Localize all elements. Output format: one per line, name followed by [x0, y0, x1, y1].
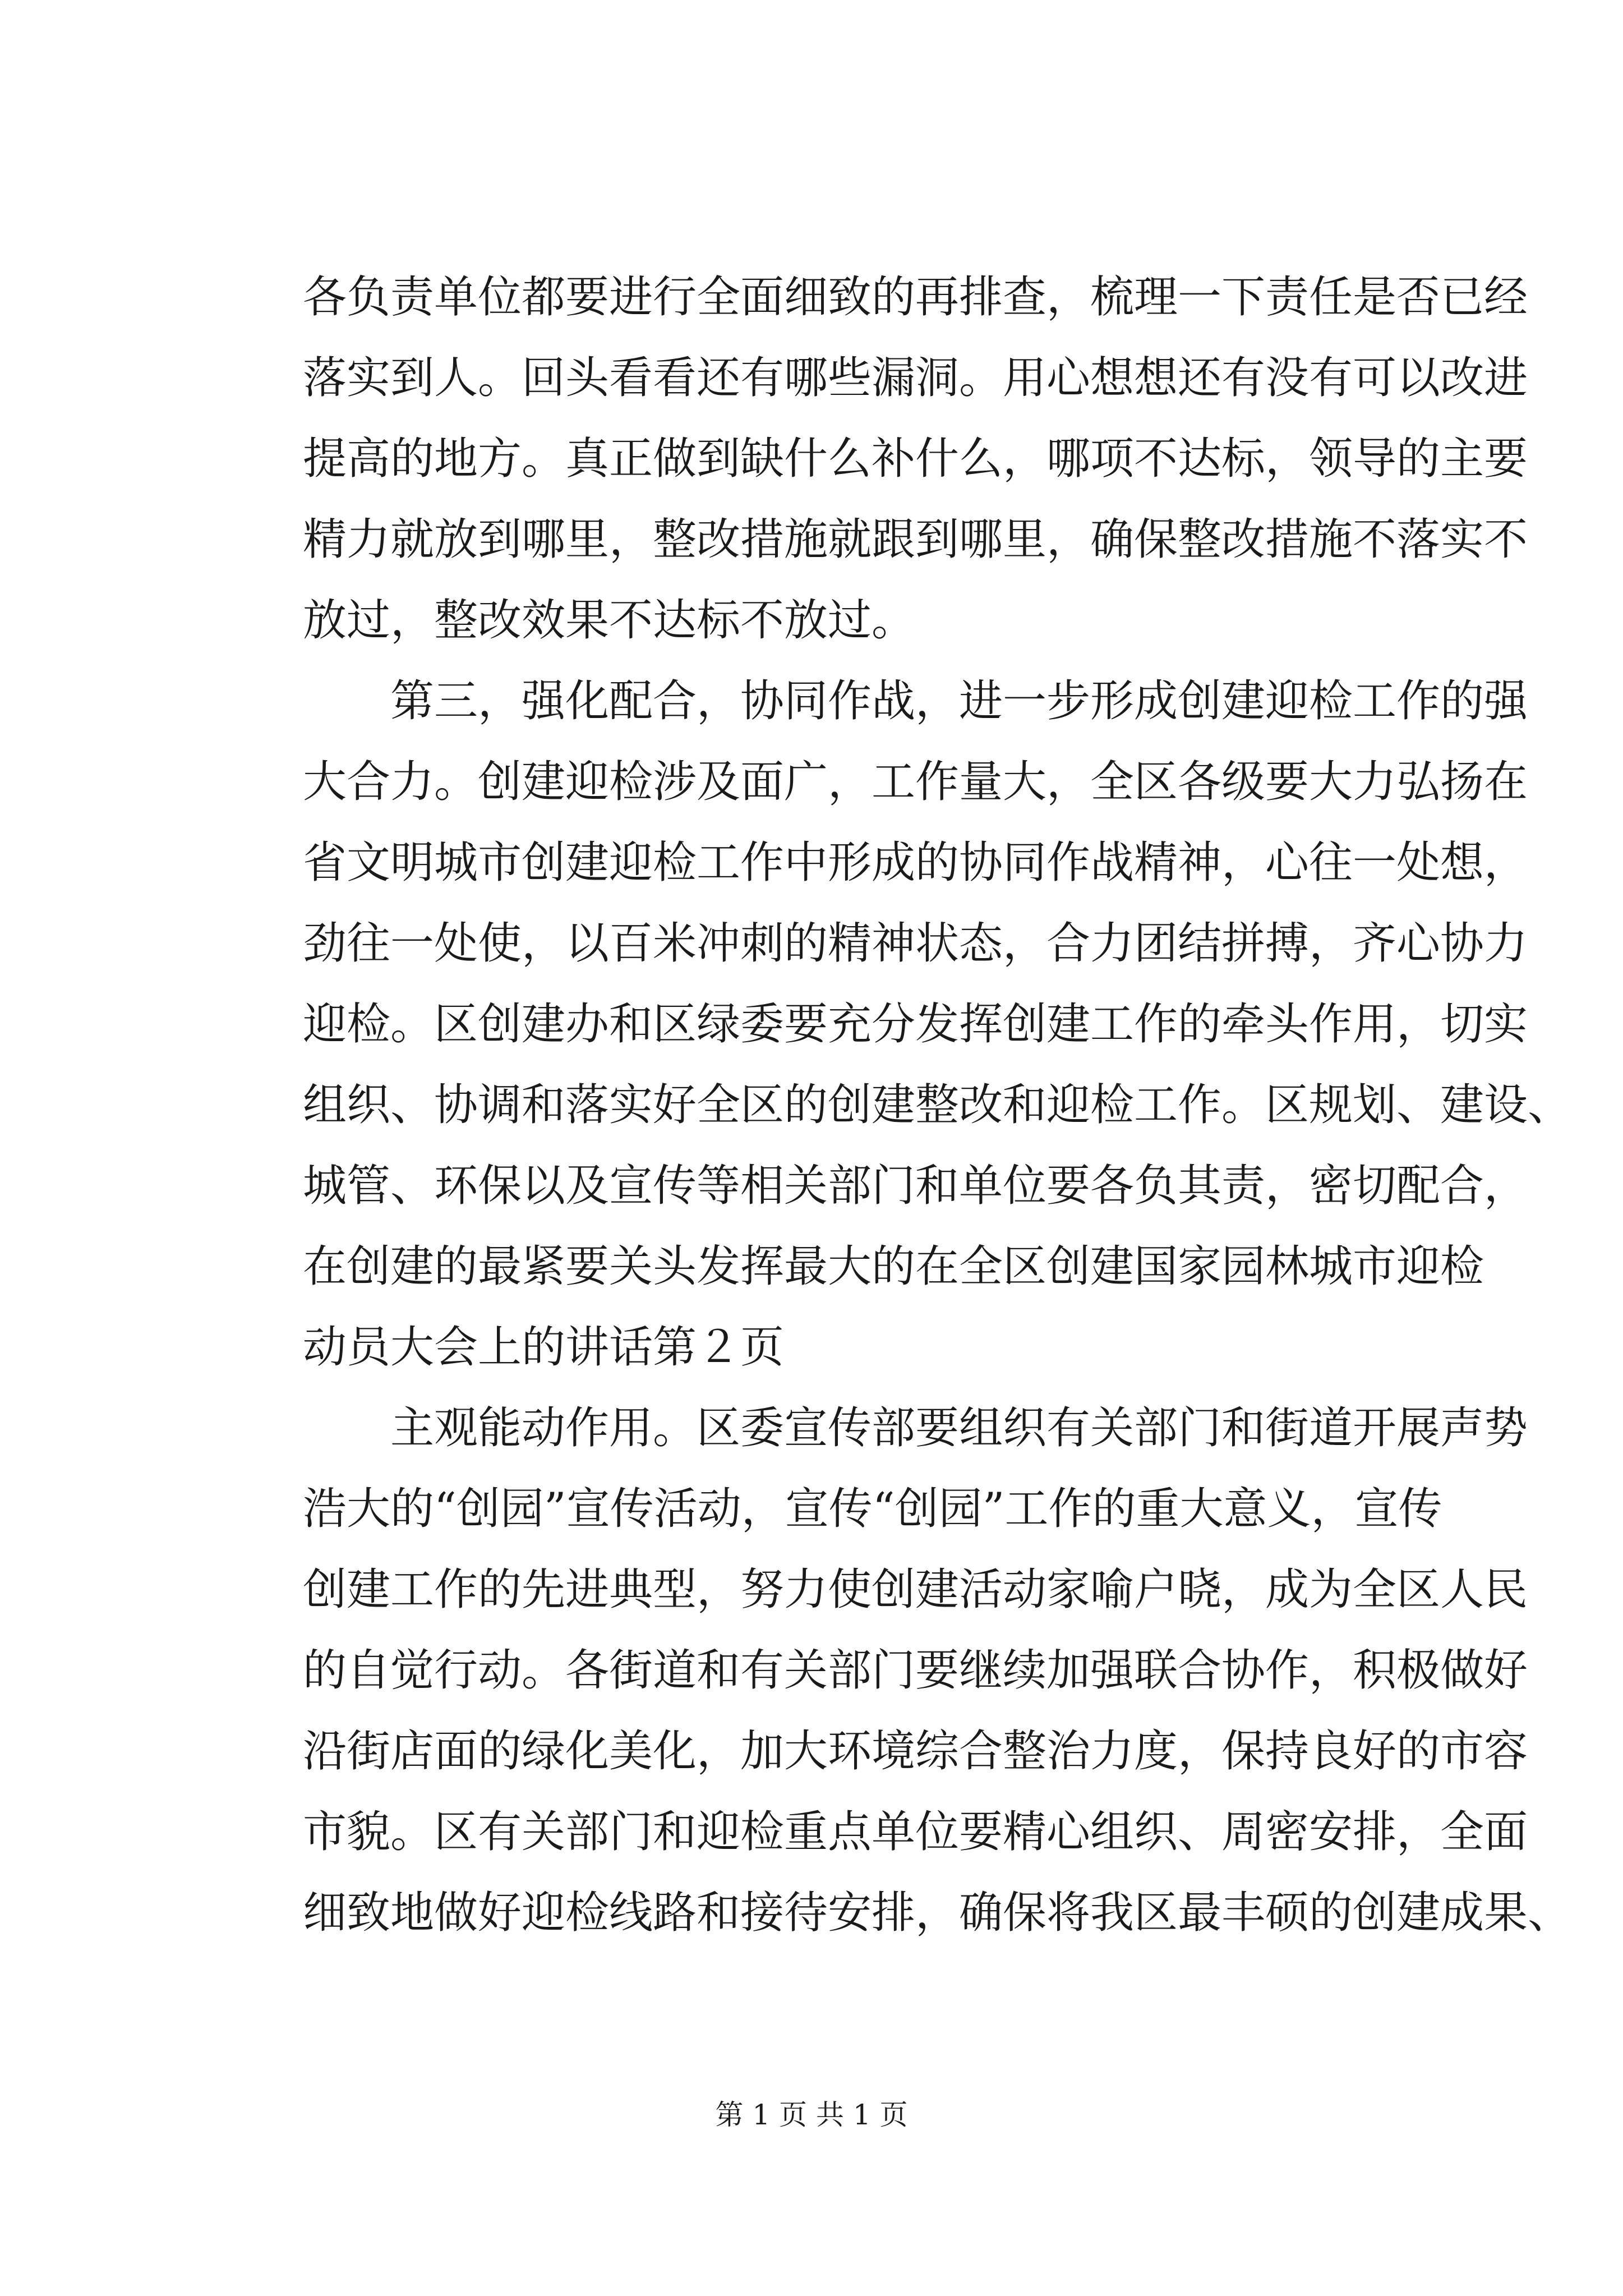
text-line: 在创建的最紧要关头发挥最大的在全区创建国家园林城市迎检 [303, 1241, 1484, 1292]
text-line: 主观能动作用。区委宣传部要组织有关部门和街道开展声势 [303, 1403, 1528, 1453]
document-body [303, 257, 1572, 1953]
text-line: 提高的地方。真正做到缺什么补什么，哪项不达标，领导的主要 [303, 434, 1528, 484]
text-line: 放过，整改效果不达标不放过。 [303, 595, 916, 646]
text-line: 创建工作的先进典型，努力使创建活动家喻户晓，成为全区人民 [303, 1565, 1528, 1615]
text-line: 细致地做好迎检线路和接待安排，确保将我区最丰硕的创建成果、 [303, 1888, 1572, 1938]
text-line: 劲往一处使，以百米冲刺的精神状态，合力团结拼搏，齐心协力 [303, 918, 1528, 969]
text-line: 迎检。区创建办和区绿委要充分发挥创建工作的牵头作用，切实 [303, 999, 1528, 1050]
text-line: 各负责单位都要进行全面细致的再排查，梳理一下责任是否已经 [303, 272, 1528, 323]
text-line: 组织、协调和落实好全区的创建整改和迎检工作。区规划、建设、 [303, 1080, 1572, 1130]
text-line: 沿街店面的绿化美化，加大环境综合整治力度，保持良好的市容 [303, 1726, 1528, 1777]
text-line: 省文明城市创建迎检工作中形成的协同作战精神，心往一处想， [303, 838, 1528, 888]
page-number-footer: 第 1 页 共 1 页 [715, 2099, 908, 2131]
text-line: 的自觉行动。各街道和有关部门要继续加强联合协作，积极做好 [303, 1645, 1528, 1696]
text-line: 城管、环保以及宣传等相关部门和单位要各负其责，密切配合， [303, 1161, 1528, 1211]
text-line: 浩大的“创园”宣传活动，宣传“创园”工作的重大意义，宣传 [303, 1484, 1442, 1534]
text-line: 精力就放到哪里，整改措施就跟到哪里，确保整改措施不落实不 [303, 514, 1528, 565]
text-line: 动员大会上的讲话第２页 [303, 1322, 785, 1373]
text-line: 落实到人。回头看看还有哪些漏洞。用心想想还有没有可以改进 [303, 353, 1528, 403]
text-line: 市貌。区有关部门和迎检重点单位要精心组织、周密安排，全面 [303, 1807, 1528, 1857]
text-line: 第三，强化配合，协同作战，进一步形成创建迎检工作的强 [303, 676, 1528, 726]
text-line: 大合力。创建迎检涉及面广，工作量大，全区各级要大力弘扬在 [303, 757, 1528, 807]
